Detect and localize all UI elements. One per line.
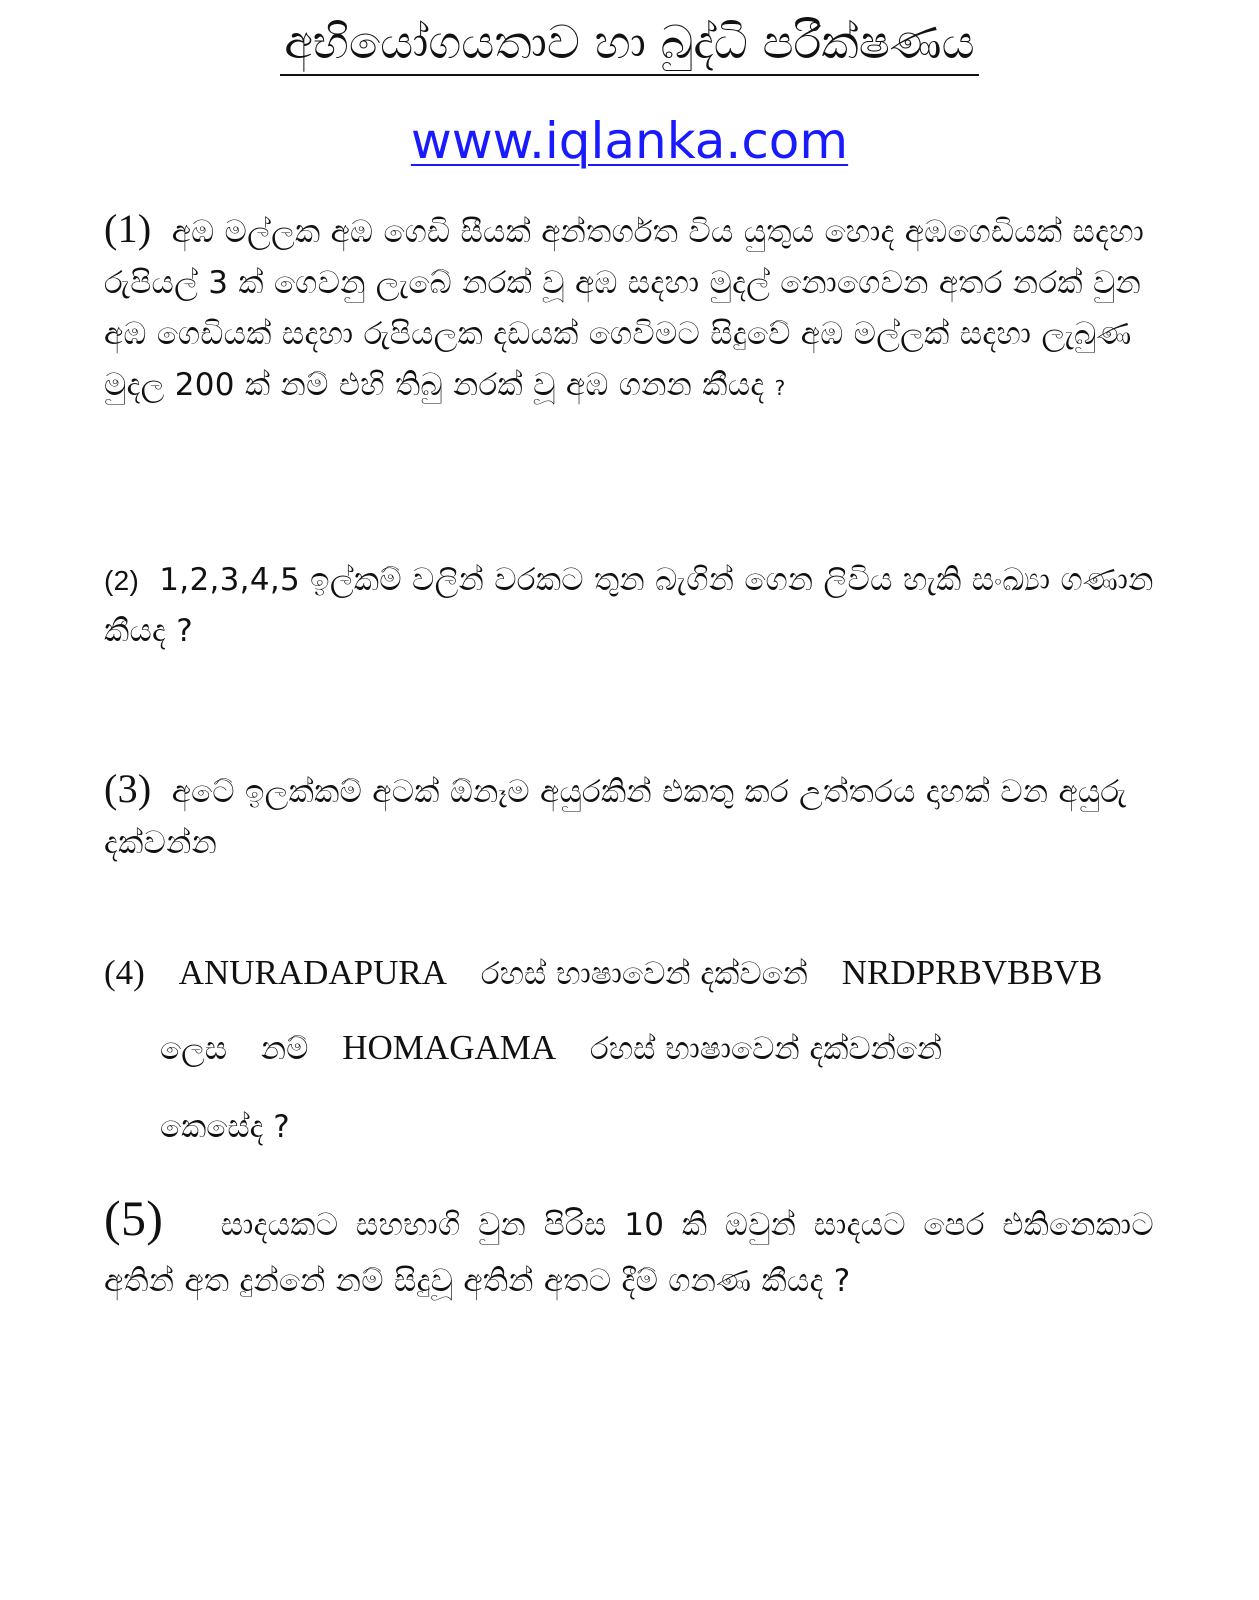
question-4-text-2c: රහස් භාෂාවෙන් දක්වන්නේ [590, 1031, 943, 1067]
question-5-number: (5) [104, 1190, 164, 1246]
question-3-text: අටේ ඉලක්කම් අටක් ඕනෑම අයුරකින් එකතු කර උත්තරය දාහක් වන අයුරු දක්වන්න [104, 774, 1127, 861]
question-4-line-1 [104, 948, 1184, 999]
question-4-word-1: ANURADAPURA [178, 953, 448, 992]
question-4-text-3: කෙසේද ? [160, 1109, 290, 1145]
page-title-text: අභියෝගයතාව හා බුද්ධි පරීක්ෂණය [280, 10, 978, 76]
question-1-mark: ? [774, 376, 786, 400]
question-3 [104, 763, 1164, 869]
question-4-text-1: රහස් භාෂාවෙන් දක්වනේ [480, 956, 808, 992]
page-title [0, 10, 1259, 76]
website-link-container [0, 108, 1259, 174]
question-4-line-3 [160, 1102, 290, 1152]
question-5 [104, 1190, 1154, 1309]
question-4-text-2a: ලෙස [160, 1031, 228, 1067]
question-4-code-1: NRDPRBVBBVB [841, 953, 1103, 992]
question-1-text: අඹ මල්ලක අඹ ගෙඩි සීයක් අන්තර්ගත විය යුතුය හොද අඹගෙඩියක් සදහා රුපියල් 3 ක් ගෙවනු ලැබේ නරක් වූ අඹ සදහා මුදල් නොගෙවන අතර නරක් වුන අඹ ගෙඩියක් සදහා රුපියලක දඩයක් ගෙවිමට සිදුවේ අඹ මල්ලක් සදහා ලැබුණ මුදල 200 ක් නම් එහි තිබු නරක් වූ අඹ ගනන කීයද [104, 214, 1145, 403]
question-2-number: (2) [104, 565, 140, 596]
website-link[interactable]: www.iqlanka.com [410, 112, 849, 170]
question-4-word-2: HOMAGAMA [342, 1028, 557, 1067]
question-1-number: (1) [104, 206, 152, 251]
question-2-text: 1,2,3,4,5 ඉල්කම් වලින් වරකට තුන බැගින් ගෙන ලිවිය හැකි සංඛ්‍යා ගණාන කීයද ? [104, 562, 1154, 649]
question-3-number: (3) [104, 766, 152, 811]
question-1 [104, 203, 1164, 414]
question-2 [104, 555, 1164, 657]
question-4-number: (4) [104, 953, 145, 992]
question-4-text-2b: නම් [260, 1031, 309, 1067]
question-5-text: සාදයකට සහභාගි වුන පිරිස 10 කි ඔවුන් සාදයට පෙර එකිනෙකාට අතින් අත දුන්නේ නම් සිදුවූ අතින් අතට දීම් ගනණ කීයද ? [104, 1207, 1154, 1299]
question-4-line-2 [160, 1023, 1160, 1074]
